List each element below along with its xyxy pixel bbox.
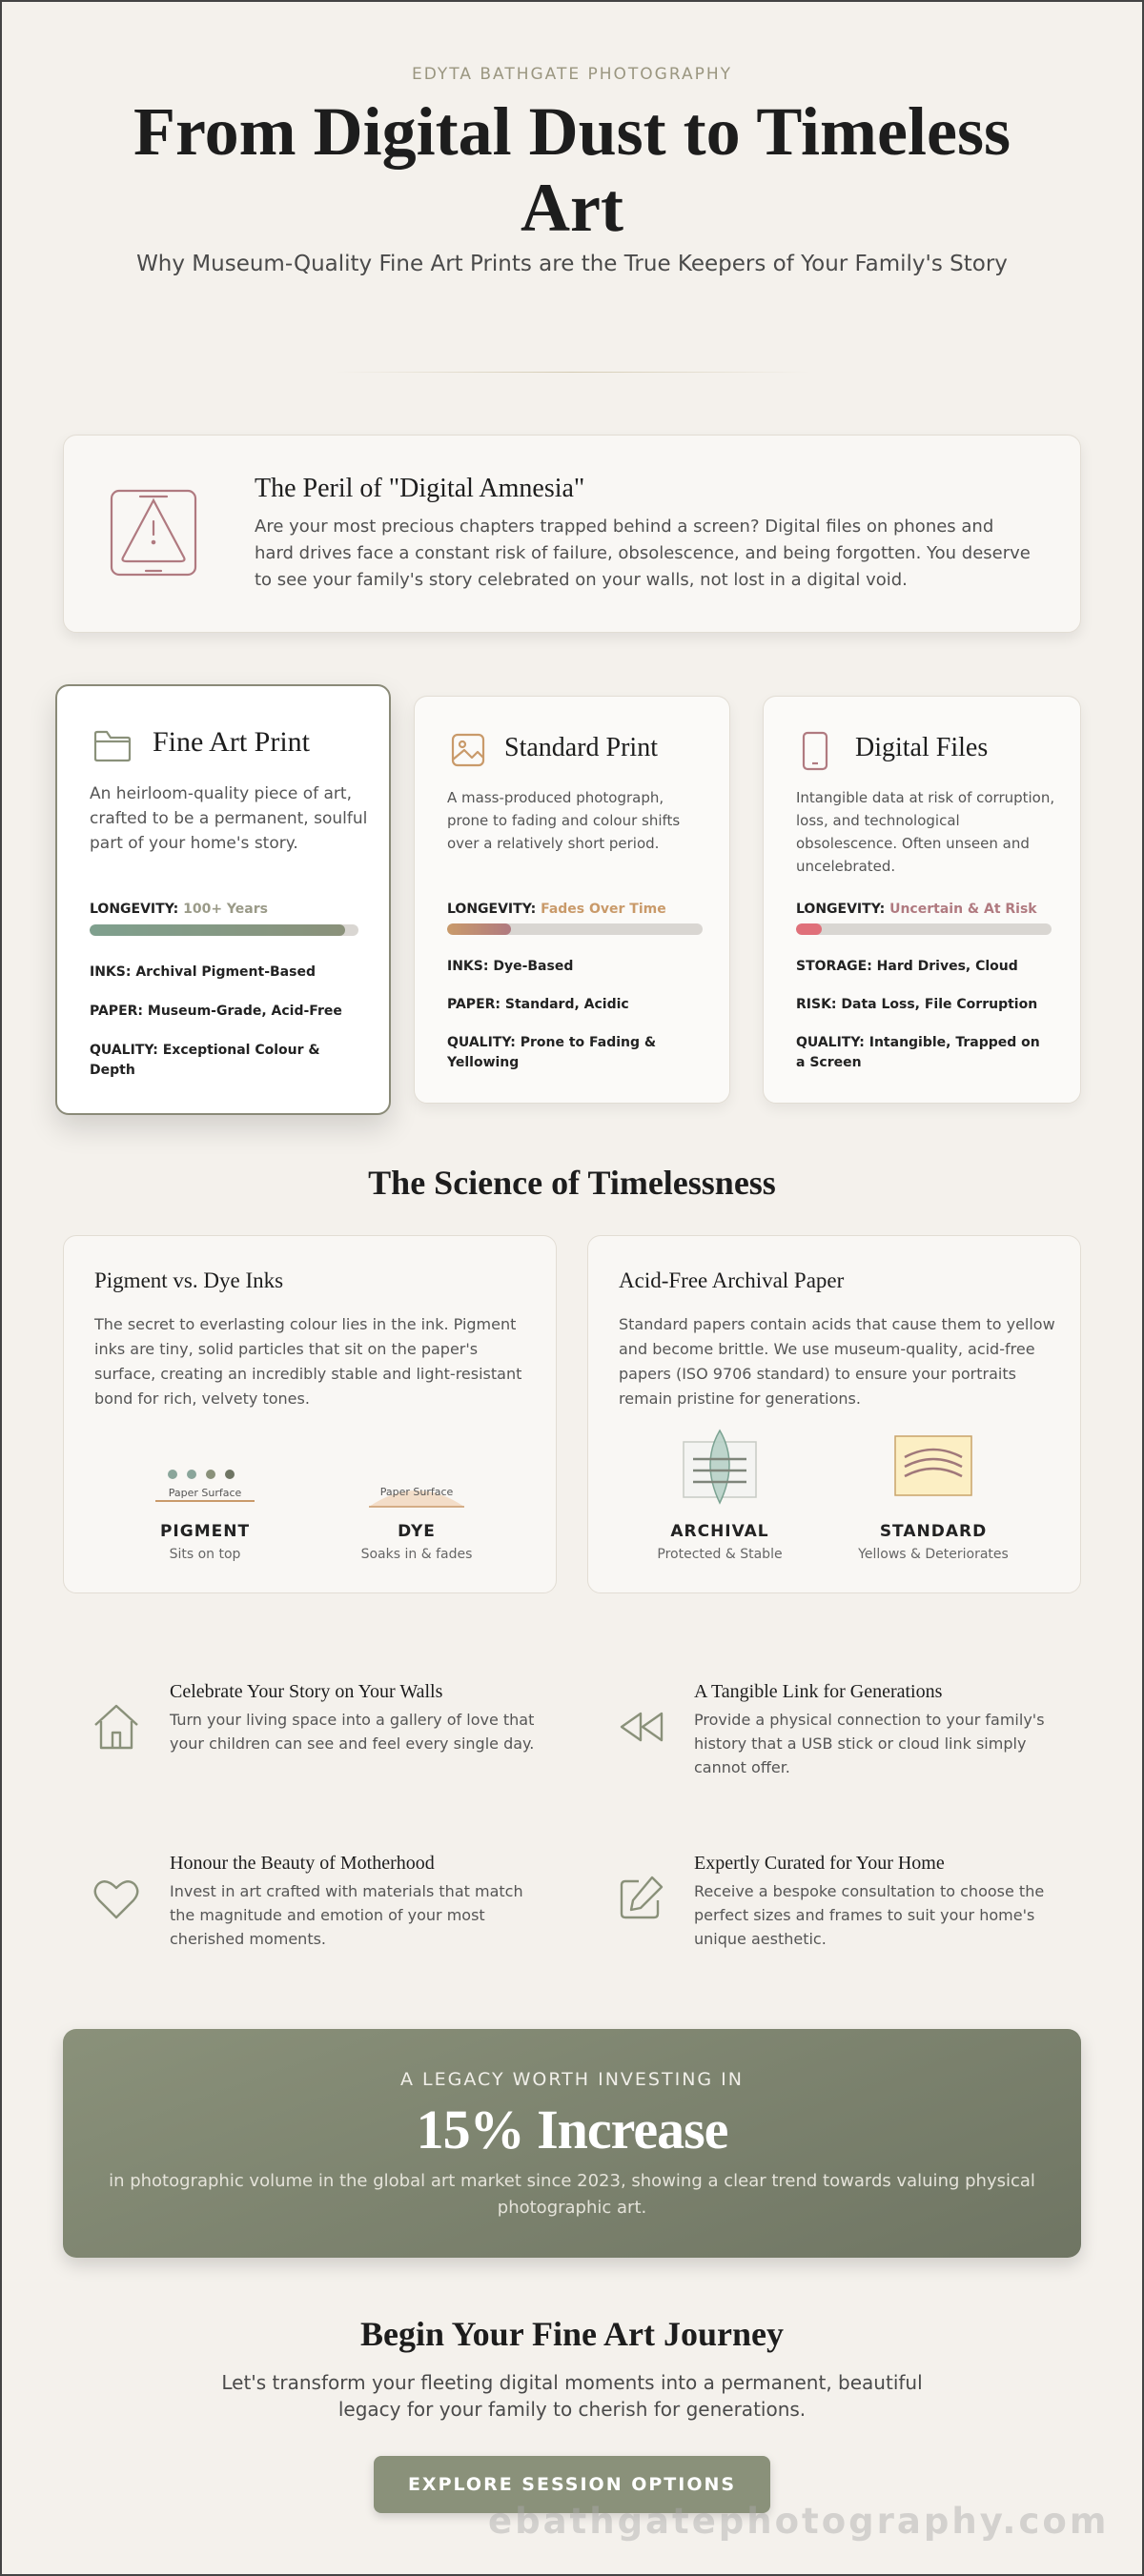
spec-paper: PAPER: Museum-Grade, Acid-Free xyxy=(90,1004,342,1019)
benefit-item xyxy=(587,1853,1064,1977)
stat-description: in photographic volume in the global art market since 2023, showing a clear trend towards valuing physical photographic art. xyxy=(109,2171,1035,2218)
peril-text: Are your most precious chapters trapped behind a screen? Digital files on phones and hard drives face a constant risk of failure, obsolescence, and being forgotten. You deserve to see your family's story celebrated on your walls, not lost in a digital void. xyxy=(255,517,1031,590)
folder-icon xyxy=(92,724,133,766)
diagram-label: Paper Surface xyxy=(379,1486,454,1498)
yellowed-paper-icon xyxy=(893,1434,973,1497)
page-subtitle: Why Museum-Quality Fine Art Prints are the True Keepers of Your Family's Story xyxy=(136,252,1008,276)
brand-eyebrow: EDYTA BATHGATE PHOTOGRAPHY xyxy=(411,65,733,84)
phone-icon xyxy=(800,731,830,771)
cta-text: Let's transform your fleeting digital moments into a permanent, beautiful legacy for your family to cherish for generations. xyxy=(221,2371,923,2421)
spec-quality: QUALITY: Intangible, Trapped on a Screen xyxy=(796,1035,1040,1070)
benefit-title: A Tangible Link for Generations xyxy=(694,1681,943,1702)
card-title: Fine Art Print xyxy=(153,726,311,758)
archival-shield-icon xyxy=(680,1427,760,1507)
stat-kicker: A LEGACY WORTH INVESTING IN xyxy=(400,2069,744,2090)
card-description: An heirloom-quality piece of art, crafted to be a permanent, soulful part of your home's story. xyxy=(90,784,368,853)
spec-quality: QUALITY: Exceptional Colour & Depth xyxy=(90,1043,320,1078)
spec-inks: INKS: Archival Pigment-Based xyxy=(90,964,316,980)
pigment-label: PIGMENT xyxy=(159,1522,251,1541)
archival-caption: Protected & Stable xyxy=(657,1547,783,1562)
comparison-card-digital xyxy=(763,696,1081,1104)
longevity-line: LONGEVITY: Fades Over Time xyxy=(447,902,666,917)
stat-banner xyxy=(63,2029,1081,2258)
card-title: Digital Files xyxy=(855,733,989,762)
benefit-title: Honour the Beauty of Motherhood xyxy=(170,1853,435,1874)
archival-label: ARCHIVAL xyxy=(670,1522,769,1541)
watermark: ebathgatephotography.com xyxy=(488,2501,1110,2542)
longevity-line: LONGEVITY: Uncertain & At Risk xyxy=(796,902,1037,917)
dye-caption: Soaks in & fades xyxy=(360,1547,473,1562)
page-title: From Digital Dust to Timeless Art xyxy=(133,93,1011,246)
benefit-item xyxy=(63,1681,540,1805)
image-icon xyxy=(449,731,487,769)
card-description: A mass-produced photograph, prone to fading and colour shifts over a relatively short period. xyxy=(447,789,681,852)
longevity-bar xyxy=(447,923,703,935)
stat-value: 15% Increase xyxy=(416,2099,728,2160)
spec-inks: INKS: Dye-Based xyxy=(447,959,574,974)
science-card-text: Standard papers contain acids that cause them to yellow and become brittle. We use museum-quality, acid-free papers (ISO 9706 standard) to ensure your portraits remain pristine for generations. xyxy=(619,1315,1055,1408)
card-description: Intangible data at risk of corruption, loss, and technological obsolescence. Often unseen and uncelebrated. xyxy=(796,789,1055,875)
spec-risk: RISK: Data Loss, File Corruption xyxy=(796,997,1038,1012)
rewind-icon xyxy=(614,1700,667,1754)
cta-title: Begin Your Fine Art Journey xyxy=(359,2315,784,2353)
benefit-text: Turn your living space into a gallery of love that your children can see and feel every single day. xyxy=(170,1711,535,1753)
comparison-card-standard xyxy=(414,696,730,1104)
spec-paper: PAPER: Standard, Acidic xyxy=(447,997,629,1012)
benefit-title: Celebrate Your Story on Your Walls xyxy=(170,1681,443,1702)
longevity-bar xyxy=(796,923,1052,935)
benefit-item xyxy=(63,1853,540,1977)
benefit-text: Receive a bespoke consultation to choose the perfect sizes and frames to suit your home's unique aesthetic. xyxy=(694,1882,1045,1948)
edit-icon xyxy=(614,1872,667,1925)
card-title: Standard Print xyxy=(504,733,658,762)
spec-quality: QUALITY: Prone to Fading & Yellowing xyxy=(447,1035,657,1070)
longevity-bar xyxy=(90,924,358,936)
science-card-paper xyxy=(587,1235,1081,1593)
warning-tablet-icon xyxy=(108,487,199,578)
spec-storage: STORAGE: Hard Drives, Cloud xyxy=(796,959,1018,974)
science-card-title: Acid-Free Archival Paper xyxy=(619,1268,845,1292)
peril-title: The Peril of "Digital Amnesia" xyxy=(255,474,585,503)
longevity-line: LONGEVITY: 100+ Years xyxy=(90,902,268,917)
heart-icon xyxy=(90,1872,143,1925)
standard-caption: Yellows & Deteriorates xyxy=(858,1547,1009,1562)
benefit-title: Expertly Curated for Your Home xyxy=(694,1853,945,1874)
explore-sessions-button[interactable]: EXPLORE SESSION OPTIONS xyxy=(374,2456,770,2513)
pigment-caption: Sits on top xyxy=(169,1547,241,1562)
divider xyxy=(334,372,810,373)
benefit-text: Provide a physical connection to your family's history that a USB stick or cloud link simply cannot offer. xyxy=(694,1711,1045,1776)
science-card-inks xyxy=(63,1235,557,1593)
dye-label: DYE xyxy=(398,1522,436,1541)
benefit-text: Invest in art crafted with materials that match the magnitude and emotion of your most cherished moments. xyxy=(170,1882,523,1948)
benefit-item xyxy=(587,1681,1064,1805)
science-card-title: Pigment vs. Dye Inks xyxy=(94,1268,284,1292)
home-icon xyxy=(90,1700,143,1754)
peril-card xyxy=(63,435,1081,633)
diagram-label: Paper Surface xyxy=(168,1487,242,1499)
section-title: The Science of Timelessness xyxy=(368,1164,776,1202)
standard-label: STANDARD xyxy=(879,1522,988,1541)
comparison-card-fine-art xyxy=(55,684,391,1115)
science-card-text: The secret to everlasting colour lies in the ink. Pigment inks are tiny, solid particles that sit on the paper's surface, creating an incredibly stable and light-resistant bond for rich, velvety tones. xyxy=(94,1315,522,1408)
